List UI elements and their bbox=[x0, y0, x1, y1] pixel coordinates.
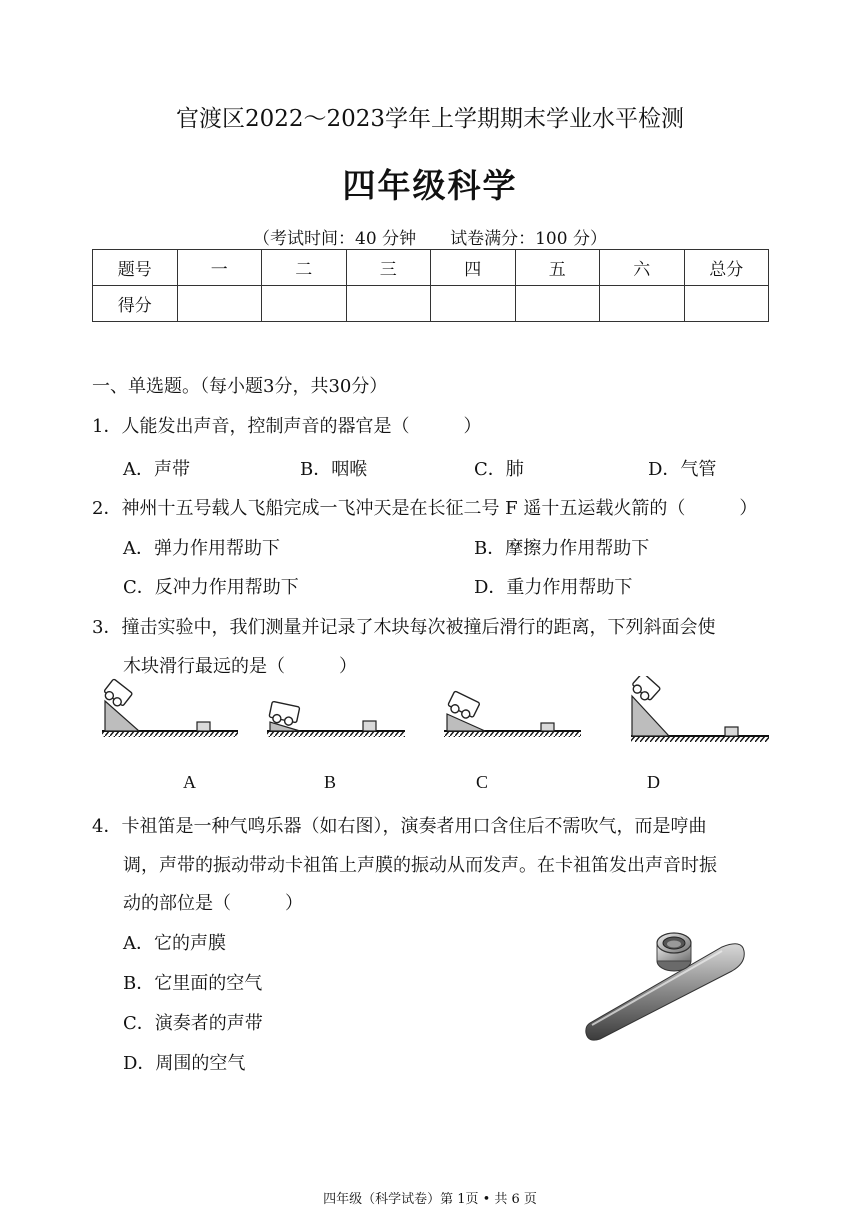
q1-option-d[interactable]: D．气管 bbox=[648, 459, 717, 480]
exam-full-score: 试卷满分：100 分） bbox=[450, 229, 607, 249]
ramp-figure-b[interactable] bbox=[267, 701, 405, 737]
question-2-stem: 2．神州十五号载人飞船完成一飞冲天是在长征二号 F 遥十五运载火箭的（ ） bbox=[92, 498, 758, 519]
table-cell: 六 bbox=[600, 250, 685, 286]
q2-option-a[interactable]: A．弹力作用帮助下 bbox=[123, 538, 280, 559]
section-title: 一、单选题。（每小题3分，共30分） bbox=[92, 376, 388, 397]
figure-label-b: B bbox=[324, 772, 337, 792]
question-3-stem-line1: 3．撞击实验中，我们测量并记录了木块每次被撞后滑行的距离，下列斜面会使 bbox=[92, 617, 716, 638]
ramp-figure-c[interactable] bbox=[444, 691, 581, 737]
table-cell: 二 bbox=[262, 250, 347, 286]
q2-option-d[interactable]: D．重力作用帮助下 bbox=[474, 577, 633, 598]
score-table bbox=[92, 249, 769, 322]
exam-time: （考试时间：40 分钟 bbox=[253, 229, 417, 249]
table-cell: 四 bbox=[431, 250, 516, 286]
score-cell[interactable] bbox=[262, 286, 347, 322]
q2-option-b[interactable]: B．摩擦力作用帮助下 bbox=[474, 538, 650, 559]
table-cell: 五 bbox=[515, 250, 600, 286]
question-4-stem-line2: 调，声带的振动带动卡祖笛上声膜的振动从而发声。在卡祖笛发出声音时振 bbox=[123, 855, 717, 876]
question-4-stem-line3: 动的部位是（ ） bbox=[123, 893, 303, 914]
page-footer: 四年级（科学试卷）第 1页 • 共 6 页 bbox=[323, 1192, 537, 1207]
score-table-header-row bbox=[93, 250, 769, 286]
table-cell: 一 bbox=[177, 250, 262, 286]
q4-option-b[interactable]: B．它里面的空气 bbox=[123, 973, 263, 994]
figure-label-c: C bbox=[476, 772, 489, 792]
table-cell: 得分 bbox=[93, 286, 178, 322]
q1-option-c[interactable]: C．肺 bbox=[474, 459, 524, 480]
q1-option-b[interactable]: B．咽喉 bbox=[300, 459, 368, 480]
score-cell[interactable] bbox=[600, 286, 685, 322]
question-4-stem-line1: 4．卡祖笛是一种气鸣乐器（如右图），演奏者用口含住后不需吹气，而是哼曲 bbox=[92, 816, 707, 837]
score-cell[interactable] bbox=[515, 286, 600, 322]
q1-option-a[interactable]: A．声带 bbox=[123, 459, 190, 480]
q4-option-c[interactable]: C．演奏者的声带 bbox=[123, 1013, 263, 1034]
exam-info bbox=[0, 224, 860, 249]
q4-option-d[interactable]: D．周围的空气 bbox=[123, 1053, 246, 1074]
table-cell: 三 bbox=[346, 250, 431, 286]
score-cell[interactable] bbox=[684, 286, 769, 322]
q4-option-a[interactable]: A．它的声膜 bbox=[123, 933, 226, 954]
score-cell[interactable] bbox=[431, 286, 516, 322]
figure-label-d: D bbox=[647, 772, 660, 792]
score-table-score-row bbox=[93, 286, 769, 322]
figure-label-a: A bbox=[183, 772, 196, 792]
ramp-figure-a[interactable] bbox=[101, 679, 238, 737]
table-cell: 总分 bbox=[684, 250, 769, 286]
question-1-stem: 1．人能发出声音，控制声音的器官是（ ） bbox=[92, 416, 482, 437]
exam-title: 官渡区2022～2023学年上学期期末学业水平检测 bbox=[175, 106, 685, 132]
question-3-stem-line2: 木块滑行最远的是（ ） bbox=[123, 656, 357, 677]
q2-option-c[interactable]: C．反冲力作用帮助下 bbox=[123, 577, 299, 598]
score-cell[interactable] bbox=[346, 286, 431, 322]
ramp-diagrams bbox=[95, 676, 775, 746]
ramp-figure-d[interactable] bbox=[629, 676, 769, 742]
score-cell[interactable] bbox=[177, 286, 262, 322]
table-cell: 题号 bbox=[93, 250, 178, 286]
subject-title: 四年级科学 bbox=[342, 166, 518, 205]
kazoo-image bbox=[582, 925, 752, 1045]
